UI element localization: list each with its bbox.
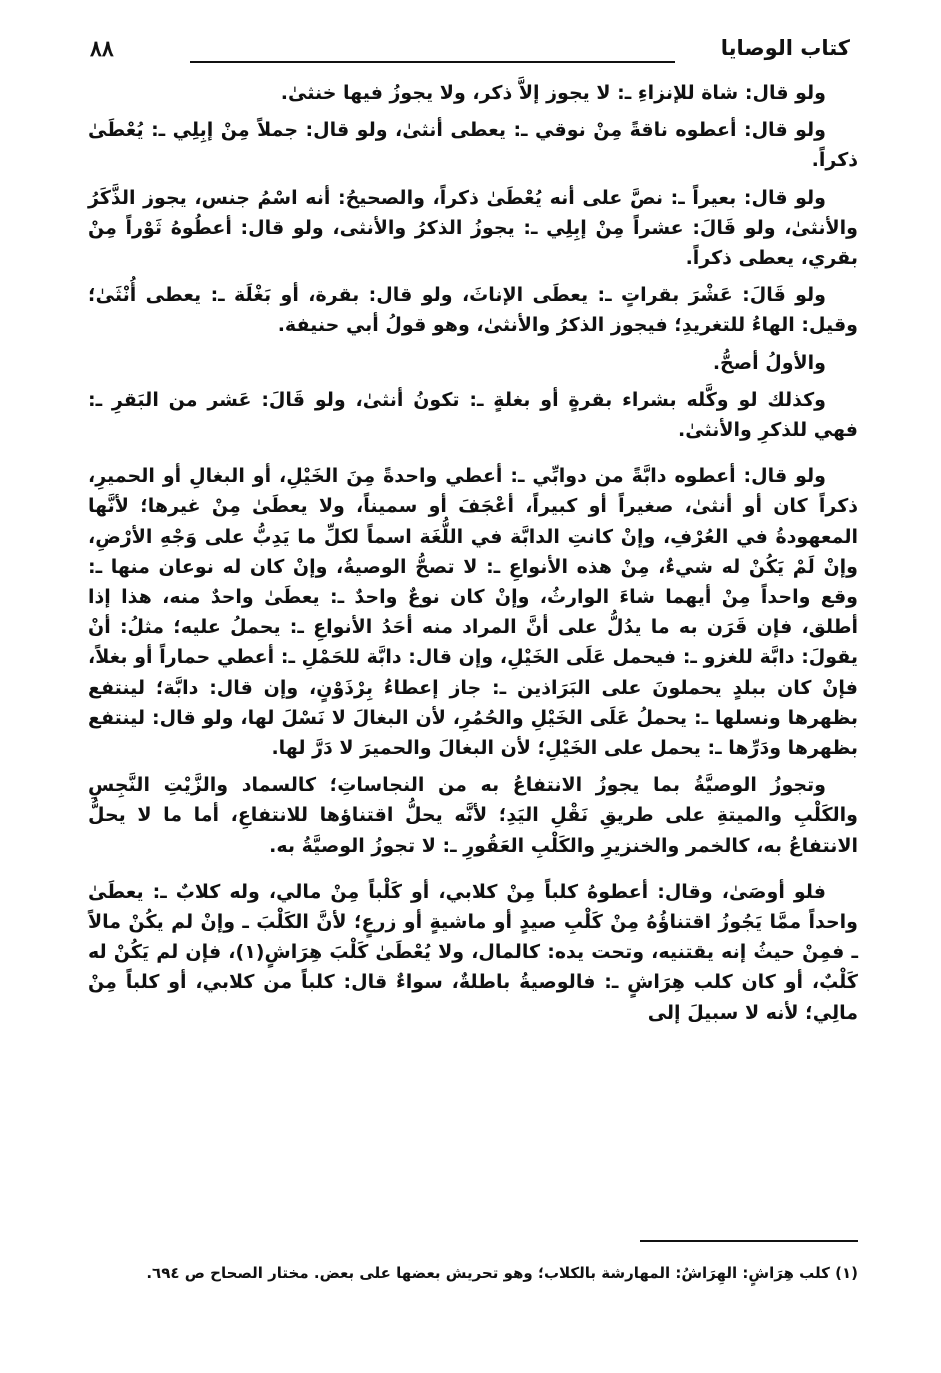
main-text [88,78,858,1035]
page-number: ٨٨ [90,36,114,62]
paragraph: ولو قال: أعطوه دابَّةً من دوابِّي ـ: أعطي واحدةً مِنَ الخَيْلِ، أو البغالِ أو الحميرِ، ذكراً كان أو أنثىٰ، صغيراً أو كبيراً، أعْجَفَ أو سميناً، ولا يعطَىٰ مِنْ غيرها؛ لأنَّها المعهودةُ في العُرْفِ، وإنْ كانتِ الدابَّة في اللُّغَة اسماً لكلِّ ما يَدِبُّ على وَجْهِ الأرْضِ، وإنْ لَمْ يَكُنْ له شيءٌ، مِنْ هذه الأنواعِ ـ: لا تصحُّ الوصيةُ، وإنْ كان له نوعان منها ـ: وقع واحداً مِنْ أيهما شاءَ الوارثُ، وإنْ كان نوعٌ واحدٌ ـ: يعطَىٰ واحدٌ منه، هذا إذا أطلق، فإن قَرَن به ما يدُلُّ على أنَّ المراد منه أحَدُ الأنواعِ ـ: يحملُ عليه؛ مثلُ: أنْ يقولَ: دابَّة للغزو ـ: فيحمل عَلَى الخَيْلِ، وإن قال: دابَّة للحَمْلِ ـ: أعطي حماراً أو بغلاً، فإنْ كان ببلدٍ يحملونَ على البَرَاذين ـ: جاز إعطاءُ بِرْذَوْنٍ، وإن قال: دابَّة؛ لينتفع بظهرها ونسلها ـ: يحملُ عَلَى الخَيْلِ والحُمُرِ، لأن البغالَ لا نَسْلَ لها، ولو قال: لينتفع بظهرها ودَرِّها ـ: يحمل على الخَيْلِ؛ لأن البغالَ والحميرَ لا دَرَّ لها. [88,465,858,760]
paragraph: ولو قَالَ: عَشْرَ بقراتٍ ـ: يعطَى الإناثَ، ولو قال: بقرة، أو بَغْلَة ـ: يعطى أُنْثَىٰ؛ وقيل: الهاءُ للتغريدِ؛ فيجوز الذكرُ والأنثىٰ، وهو قولُ أبي حنيفة. [88,284,858,337]
footnote-separator [640,1240,858,1242]
footnote: (١) كلب هِرَاشٍ: الهِرَاشُ: المهارشة بالكلاب؛ وهو تحريش بعضها على بعض. مختار الصحاح ص ٦٩٤. [146,1264,858,1282]
paragraph: ولو قال: أعطوه ناقةً مِنْ نوقي ـ: يعطى أنثىٰ، ولو قال: جملاً مِنْ إبِلِي ـ: يُعْطَىٰ ذكراً. [88,119,858,172]
page-header [90,36,850,72]
paragraph: ولو قال: شاة للإنزاءِ ـ: لا يجوز إلاَّ ذكر، ولا يجوزُ فيها خنثىٰ. [280,82,826,104]
paragraph: فلو أوصَىٰ، وقال: أعطوهُ كلباً مِنْ كلابي، أو كَلْباً مِنْ مالي، وله كلابٌ ـ: يعطَىٰ واحداً ممَّا يَجُوزُ اقتناؤُهُ مِنْ كَلْبِ صيدٍ أو ماشيةٍ أو زرعٍ؛ لأنَّ الكَلْبَ ـ وإنْ لم يكُنْ مالاً ـ فمِنْ حيثُ إنه يقتنيه، وتحت يده: كالمال، ولا يُعْطَىٰ كَلْبَ هِرَاشٍ(١)، فإن لم يَكُنْ له كَلْبٌ، أو كان كلب هِرَاشٍ ـ: فالوصيةُ باطلةٌ، سواءٌ قال: كلباً من كلابي، أو كلباً مِنْ مالِي؛ لأنه لا سبيلَ إلى [88,880,858,1024]
paragraph: وتجوزُ الوصيَّةُ بما يجوزُ الانتفاعُ به من النجاساتِ؛ كالسماد والزَّيْتِ النَّجِسِ والكَلْبِ والميتةِ على طريقِ نَقْلِ اليَدِ؛ لأنَّه يحلُّ اقتناؤها للانتفاعِ، أما ما لا يحلُّ الانتفاعُ به، كالخمر والخنزيرِ والكَلْبِ العَقُورِ ـ: لا تجوزُ الوصيَّةُ به. [88,774,858,857]
paragraph: وكذلك لو وكَّله بشراء بقرةٍ أو بغلةٍ ـ: تكونُ أنثىٰ، ولو قَالَ: عَشر من البَقرِ ـ: فهي للذكرِ والأنثىٰ. [88,388,858,442]
header-rule [190,61,675,63]
paragraph: والأولُ أصحُّ. [712,351,826,374]
running-title: كتاب الوصايا [720,36,850,60]
paragraph: ولو قال: بعيراً ـ: نصَّ على أنه يُعْطَىٰ ذكراً، والصحيحُ: أنه اسْمُ جنس، يجوز الذَّكَرُ والأنثىٰ، ولو قَالَ: عشراً مِنْ إبِلِي ـ: يجوزُ الذكرُ والأنثى، ولو قال: أعطُوهُ ثَوْراً مِنْ بقري، يعطى ذكراً. [88,186,858,270]
